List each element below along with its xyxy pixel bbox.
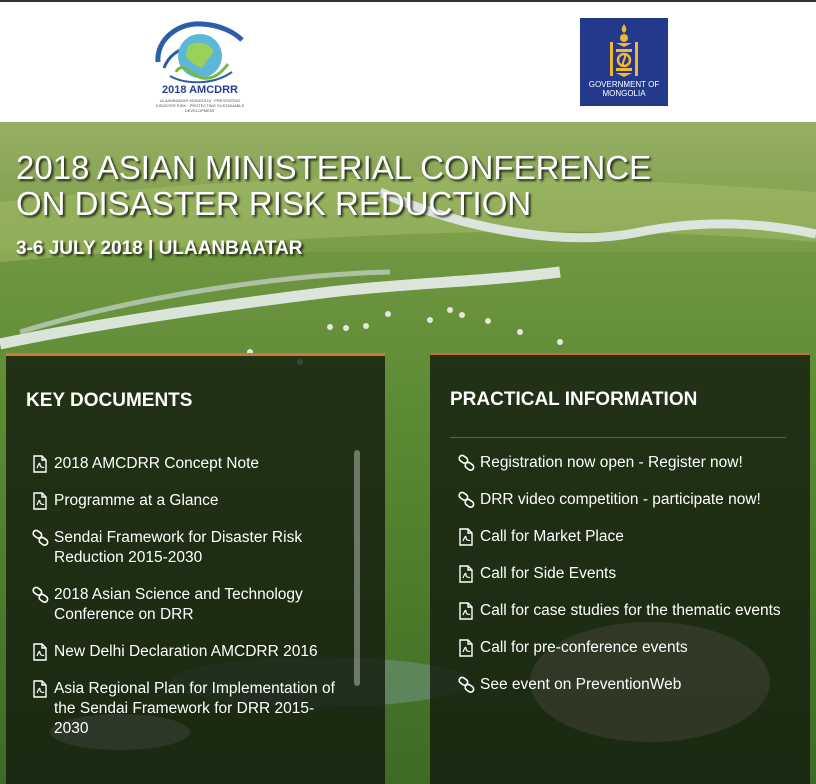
pdf-icon: [28, 492, 54, 510]
globe-swirl-icon: [150, 16, 250, 86]
practical-info-item[interactable]: [454, 490, 794, 510]
practical-information-list: [454, 453, 794, 712]
practical-info-item[interactable]: [454, 453, 794, 473]
pdf-icon: [28, 455, 54, 473]
key-documents-scrollbar[interactable]: [354, 450, 360, 686]
amcdrr-logo[interactable]: [150, 16, 250, 112]
practical-information-divider: [450, 437, 786, 438]
practical-info-item[interactable]: [454, 564, 794, 584]
link-icon: [28, 529, 54, 547]
key-document-label: Programme at a Glance: [54, 492, 219, 509]
practical-info-label: Call for pre-conference events: [480, 639, 688, 656]
link-icon: [28, 586, 54, 604]
practical-info-item[interactable]: [454, 675, 794, 695]
pdf-icon: [454, 528, 480, 546]
pdf-icon: [454, 602, 480, 620]
key-document-item[interactable]: [28, 454, 348, 474]
soyombo-icon: [606, 22, 642, 78]
practical-information-panel: [430, 353, 810, 784]
key-document-item[interactable]: [28, 585, 348, 625]
link-icon: [454, 491, 480, 509]
key-document-label: New Delhi Declaration AMCDRR 2016: [54, 643, 318, 660]
key-documents-heading: KEY DOCUMENTS: [26, 390, 193, 411]
key-document-item[interactable]: [28, 642, 348, 662]
practical-info-label: Call for case studies for the thematic events: [480, 602, 781, 619]
government-of-mongolia-logo[interactable]: [580, 18, 668, 106]
practical-info-item[interactable]: [454, 638, 794, 658]
key-document-item[interactable]: [28, 679, 348, 739]
key-documents-panel: [6, 353, 385, 784]
key-document-item[interactable]: [28, 528, 348, 568]
pdf-icon: [454, 565, 480, 583]
practical-info-label: Registration now open - Register now!: [480, 454, 743, 471]
practical-info-label: Call for Market Place: [480, 528, 624, 545]
government-of-mongolia-text: GOVERNMENT OF MONGOLIA: [588, 80, 660, 98]
key-document-label: 2018 AMCDRR Concept Note: [54, 455, 260, 472]
pdf-icon: [28, 643, 54, 661]
page-header: [0, 2, 816, 122]
practical-info-label: Call for Side Events: [480, 565, 617, 582]
pdf-icon: [454, 639, 480, 657]
key-document-label: Asia Regional Plan for Implementation of the Sendai Framework for DRR 2015-2030: [54, 680, 335, 737]
amcdrr-logo-title: 2018 AMCDRR: [161, 84, 238, 96]
practical-info-item[interactable]: [454, 601, 794, 621]
practical-information-heading: PRACTICAL INFORMATION: [450, 389, 698, 410]
practical-info-label: See event on PreventionWeb: [480, 676, 682, 693]
link-icon: [454, 454, 480, 472]
key-document-label: 2018 Asian Science and Technology Conference on DRR: [54, 586, 303, 623]
conference-date-location: 3-6 JULY 2018 | ULAANBAATAR: [16, 238, 303, 259]
link-icon: [454, 676, 480, 694]
practical-info-label: DRR video competition - participate now!: [480, 491, 761, 508]
key-documents-list: [28, 454, 348, 756]
practical-info-item[interactable]: [454, 527, 794, 547]
key-document-item[interactable]: [28, 491, 348, 511]
amcdrr-logo-subtitle: ULAANBAATAR MONGOLIA · PREVENTING DISASTER RISK · PROTECTING SUSTAINABLE DEVELOPMENT: [155, 98, 245, 113]
pdf-icon: [28, 680, 54, 698]
key-document-label: Sendai Framework for Disaster Risk Reduction 2015-2030: [54, 529, 303, 566]
conference-title: [16, 150, 776, 222]
conference-title-line1: 2018 ASIAN MINISTERIAL CONFERENCE: [16, 149, 652, 186]
conference-title-line2: ON DISASTER RISK REDUCTION: [16, 185, 532, 222]
